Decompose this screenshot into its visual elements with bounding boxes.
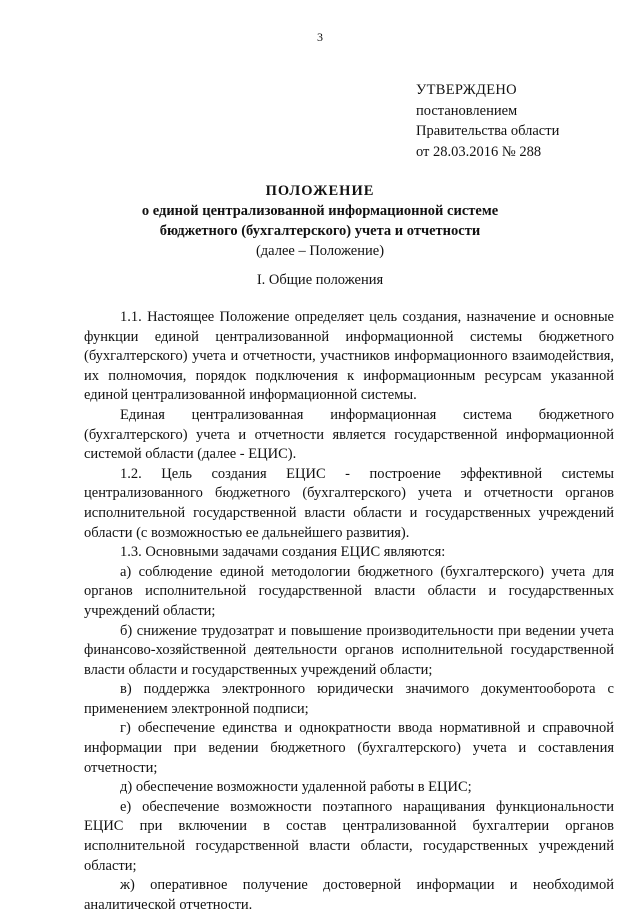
paragraph: б) снижение трудозатрат и повышение производительности при ведении учета финансово-хозяйственной деятельности органов исполнительной государственной власти области и государственных учреждений области; [84,622,614,678]
paragraph: е) обеспечение возможности поэтапного наращивания функциональности ЕЦИС при включении в состав централизованной бухгалтерии органов исполнительной государственной власти области, государственных учреждений области; [84,798,614,874]
paragraph: а) соблюдение единой методологии бюджетного (бухгалтерского) учета для органов исполнительной государственной власти области и государственных учреждений области; [84,563,614,619]
document-subtitle: бюджетного (бухгалтерского) учета и отчетности [159,223,481,239]
approval-title: УТВЕРЖДЕНО [416,82,517,98]
paragraph: д) обеспечение возможности удаленной работы в ЕЦИС; [120,779,472,796]
document-body [84,308,614,915]
document-header [0,181,640,261]
page-number: 3 [317,30,323,44]
approval-line: Правительства области [416,123,560,139]
paragraph: 1.3. Основными задачами создания ЕЦИС являются: [120,544,446,561]
paragraph: ж) оперативное получение достоверной информации и необходимой аналитической отчетности. [84,877,614,913]
paragraph: в) поддержка электронного юридически значимого документооборота с применением электронной подписи; [84,681,614,717]
section-title: I. Общие положения [256,272,384,288]
document-title: ПОЛОЖЕНИЕ [265,183,375,199]
paragraph: Единая централизованная информационная система бюджетного (бухгалтерского) учета и отчетности является государственной информационной системой области (далее - ЕЦИС). [84,406,614,463]
paragraph: 1.1. Настоящее Положение определяет цель создания, назначение и основные функции единой централизованной информационной системы бюджетного (бухгалтерского) учета и отчетности, участников информационного взаимодействия, их полномочия, порядок подключения к информационным ресурсам указанной единой централизованной информационной системы. [84,309,614,404]
approval-date: от 28.03.2016 № 288 [416,143,542,160]
approval-block [416,80,559,162]
document-subtitle: о единой централизованной информационной системе [141,203,499,219]
paragraph: 1.2. Цель создания ЕЦИС - построение эффективной системы централизованного бюджетного (бухгалтерского) учета и отчетности органов исполнительной государственной власти области и государственных учреждений области (с возможностью ее дальнейшего развития). [84,465,614,541]
approval-line: постановлением [416,102,518,119]
paragraph: г) обеспечение единства и однократности ввода нормативной и справочной информации при ведении бюджетного (бухгалтерского) учета и составления отчетности; [84,720,614,776]
document-subtitle-note: (далее – Положение) [255,243,385,259]
